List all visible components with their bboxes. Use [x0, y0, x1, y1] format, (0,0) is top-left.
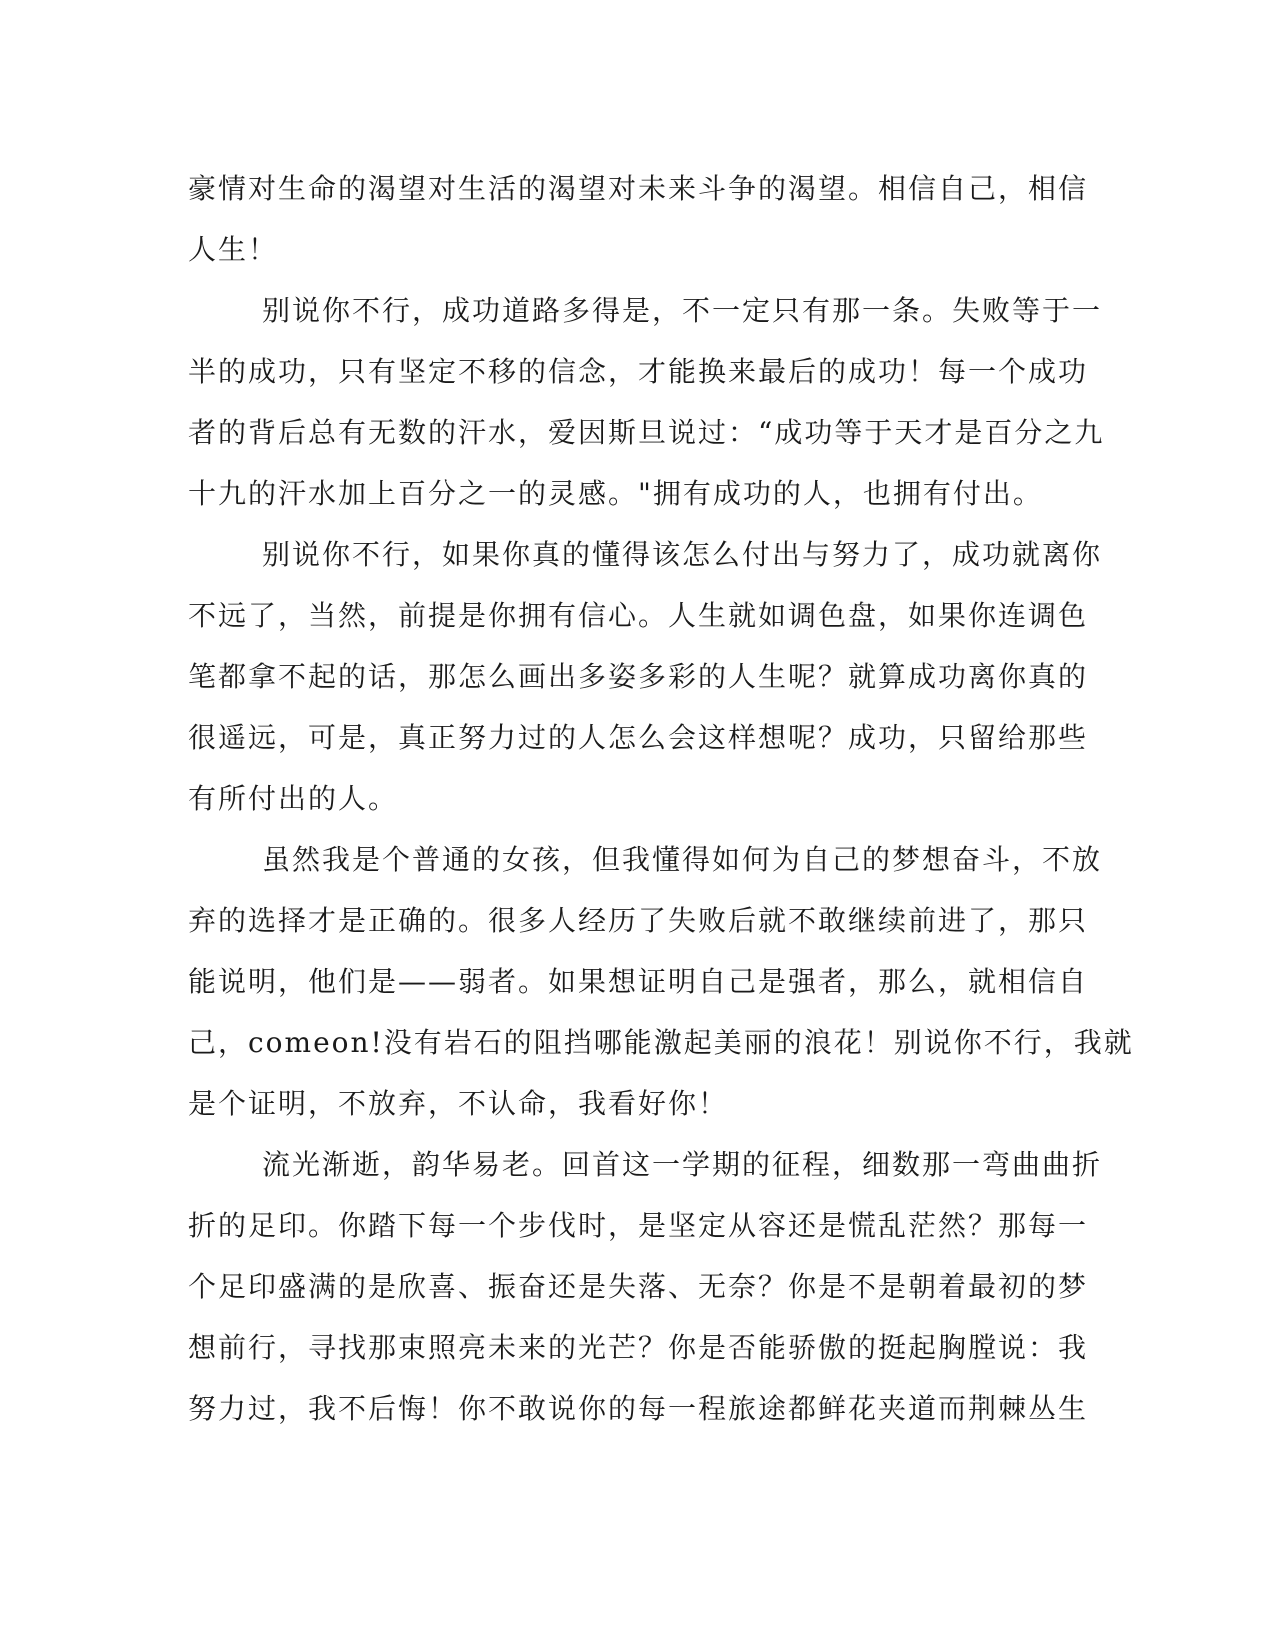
- paragraph-4: [188, 829, 1134, 1134]
- text-line: 弃的选择才是正确的。很多人经历了失败后就不敢继续前进了，那只: [188, 904, 1089, 937]
- text-line: 人生！: [188, 233, 279, 266]
- text-line: 能说明，他们是——弱者。如果想证明自己是强者，那么，就相信自: [188, 965, 1089, 998]
- text-line: 十九的汗水加上百分之一的灵感。"拥有成功的人，也拥有付出。: [188, 477, 1043, 510]
- text-line: 己，comeon!没有岩石的阻挡哪能激起美丽的浪花！别说你不行，我就: [188, 1026, 1134, 1059]
- text-line: 流光渐逝，韵华易老。回首这一学期的征程，细数那一弯曲曲折: [262, 1148, 1103, 1181]
- paragraph-2: [188, 280, 1105, 524]
- paragraph-5: [188, 1134, 1103, 1439]
- paragraph-1: [188, 158, 1089, 280]
- text-line: 豪情对生命的渴望对生活的渴望对未来斗争的渴望。相信自己，相信: [188, 172, 1089, 205]
- text-line: 有所付出的人。: [188, 782, 399, 815]
- text-line: 者的背后总有无数的汗水，爱因斯旦说过：“成功等于天才是百分之九: [188, 416, 1105, 449]
- text-line: 笔都拿不起的话，那怎么画出多姿多彩的人生呢？就算成功离你真的: [188, 660, 1089, 693]
- text-line: 别说你不行，如果你真的懂得该怎么付出与努力了，成功就离你: [262, 538, 1103, 571]
- document-body: [188, 158, 1134, 1439]
- text-line: 是个证明，不放弃，不认命，我看好你！: [188, 1087, 729, 1120]
- text-line: 虽然我是个普通的女孩，但我懂得如何为自己的梦想奋斗，不放: [262, 843, 1103, 876]
- paragraph-3: [188, 524, 1103, 829]
- text-line: 想前行，寻找那束照亮未来的光芒？你是否能骄傲的挺起胸膛说：我: [188, 1331, 1089, 1364]
- text-line: 努力过，我不后悔！你不敢说你的每一程旅途都鲜花夹道而荆棘丛生: [188, 1392, 1089, 1425]
- text-line: 个足印盛满的是欣喜、振奋还是失落、无奈？你是不是朝着最初的梦: [188, 1270, 1089, 1303]
- text-line: 别说你不行，成功道路多得是，不一定只有那一条。失败等于一: [262, 294, 1103, 327]
- text-line: 很遥远，可是，真正努力过的人怎么会这样想呢？成功，只留给那些: [188, 721, 1089, 754]
- text-line: 折的足印。你踏下每一个步伐时，是坚定从容还是慌乱茫然？那每一: [188, 1209, 1089, 1242]
- text-line: 不远了，当然，前提是你拥有信心。人生就如调色盘，如果你连调色: [188, 599, 1089, 632]
- text-line: 半的成功，只有坚定不移的信念，才能换来最后的成功！每一个成功: [188, 355, 1089, 388]
